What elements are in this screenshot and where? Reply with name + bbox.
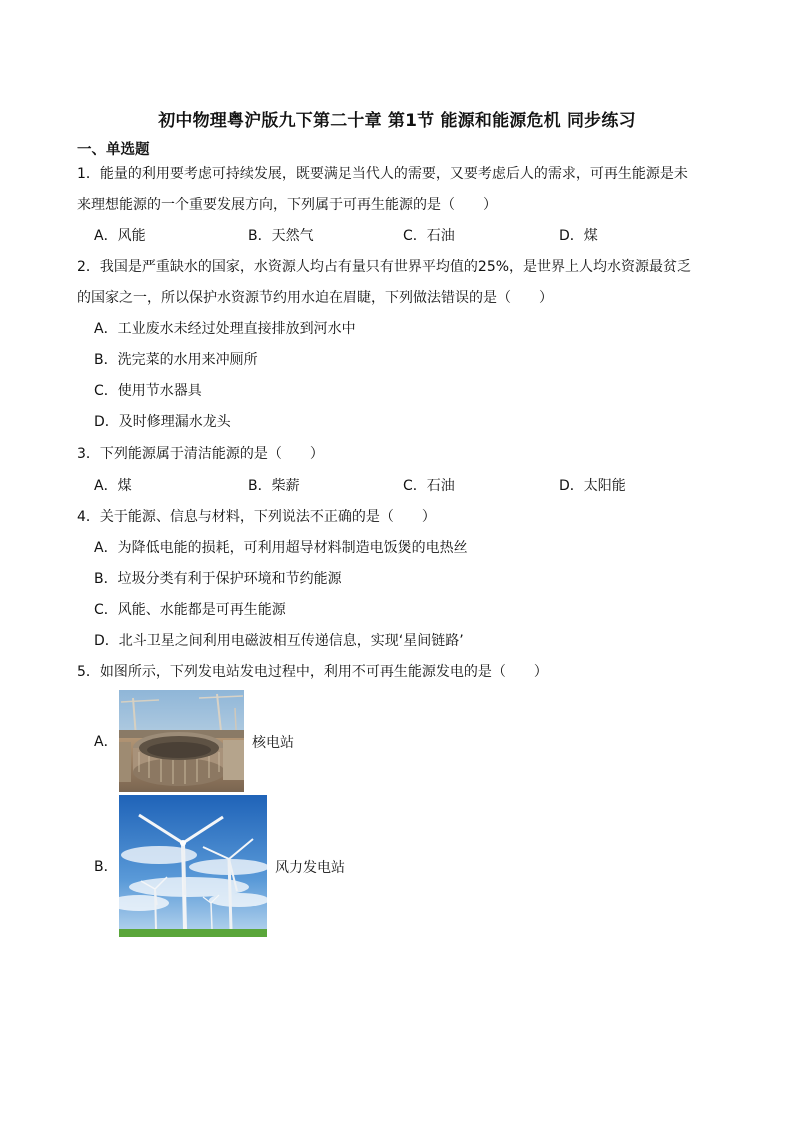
question-1-option-c: C．石油: [403, 228, 455, 244]
section-heading: 一、单选题: [77, 142, 150, 158]
question-1-stem-line-1: 1．能量的利用要考虑可持续发展，既要满足当代人的需要，又要考虑后人的需求，可再生能源是未: [77, 166, 688, 182]
question-5-option-a: A．: [94, 734, 118, 750]
page-title: 初中物理粤沪版九下第二十章 第1节 能源和能源危机 同步练习: [158, 111, 636, 131]
question-5-option-b: B．: [94, 859, 118, 875]
question-3-stem: 3．下列能源属于清洁能源的是（ ）: [77, 446, 324, 462]
question-2-option-c: C．使用节水器具: [94, 383, 202, 399]
nuclear-plant-image: [119, 690, 244, 792]
question-3-option-c: C．石油: [403, 478, 455, 494]
question-3-option-a: A．煤: [94, 478, 132, 494]
question-2-option-a: A．工业废水未经过处理直接排放到河水中: [94, 321, 356, 337]
wind-farm-caption: 风力发电站: [275, 860, 345, 876]
question-2-option-d: D．及时修理漏水龙头: [94, 414, 231, 430]
question-4-option-b: B．垃圾分类有利于保护环境和节约能源: [94, 571, 342, 587]
wind-turbine-image: [119, 795, 267, 937]
question-3-option-b: B．柴薪: [248, 478, 300, 494]
question-4-option-d: D．北斗卫星之间利用电磁波相互传递信息，实现‘星间链路’: [94, 633, 464, 649]
question-1-option-d: D．煤: [559, 228, 598, 244]
question-1-option-a: A．风能: [94, 228, 146, 244]
question-5-stem: 5．如图所示，下列发电站发电过程中，利用不可再生能源发电的是（ ）: [77, 664, 548, 680]
question-4-stem: 4．关于能源、信息与材料，下列说法不正确的是（ ）: [77, 509, 436, 525]
question-2-stem-line-2: 的国家之一，所以保护水资源节约用水迫在眉睫，下列做法错误的是（ ）: [77, 290, 553, 306]
question-2-stem-line-1: 2．我国是严重缺水的国家，水资源人均占有量只有世界平均值的25%，是世界上人均水资源最贫乏: [77, 259, 692, 275]
question-4-option-a: A．为降低电能的损耗，可利用超导材料制造电饭煲的电热丝: [94, 540, 468, 556]
question-4-option-c: C．风能、水能都是可再生能源: [94, 602, 286, 618]
question-2-option-b: B．洗完菜的水用来冲厕所: [94, 352, 258, 368]
nuclear-plant-caption: 核电站: [252, 735, 294, 751]
question-3-option-d: D．太阳能: [559, 478, 626, 494]
question-1-option-b: B．天然气: [248, 228, 314, 244]
question-1-stem-line-2: 来理想能源的一个重要发展方向，下列属于可再生能源的是（ ）: [77, 197, 497, 213]
